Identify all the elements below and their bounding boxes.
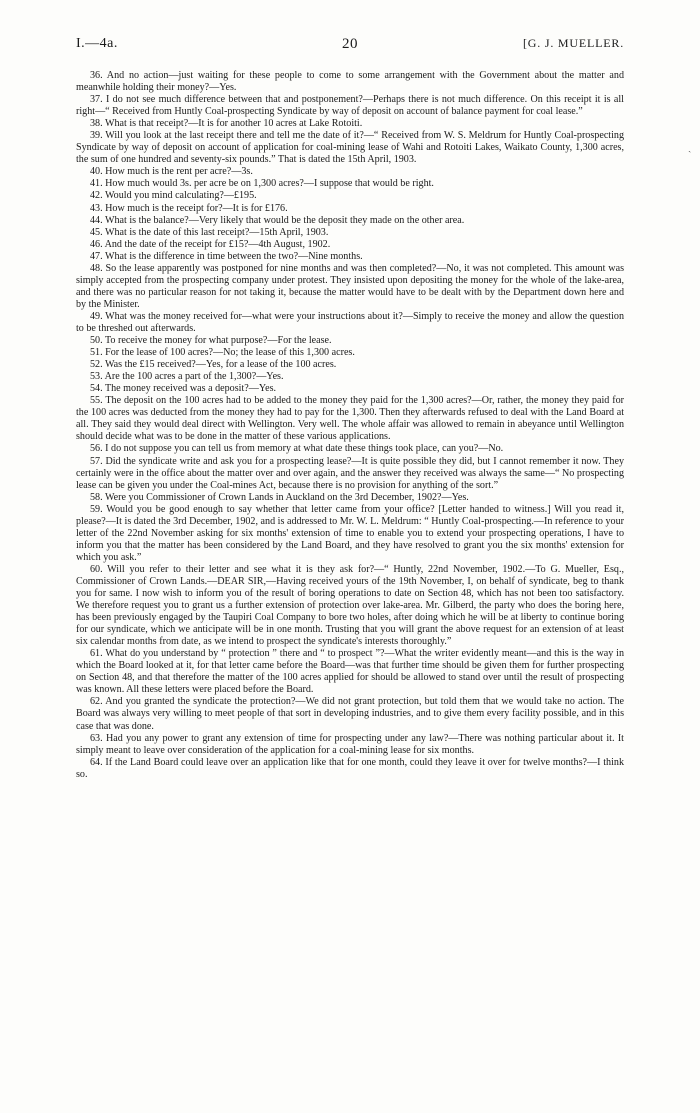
testimony-paragraph: 62. And you granted the syndicate the protection?—We did not grant protection, but told them that we would take no action. The Board was always very willing to meet people of that sort in developing industries, and to give them every facility possible, and in this case that was done.: [76, 696, 624, 732]
testimony-paragraph: 61. What do you understand by “ protection ” there and “ to prospect ”?—What the writer evidently meant—and this is the way in which the Board looked at it, for that letter came before the Board—was that further time should be given them for further prospecting on Section 48, and that therefore the matter of the 100 acres applied for should be allowed to stand over until the result of prospecting was known. All these letters were placed before the Board.: [76, 648, 624, 696]
witness-name: [G. J. MUELLER.: [523, 36, 624, 50]
page-number: 20: [342, 36, 358, 52]
testimony-paragraph: 40. How much is the rent per acre?—3s.: [90, 166, 253, 178]
testimony-paragraph: 46. And the date of the receipt for £15?—4th August, 1902.: [90, 238, 331, 250]
testimony-paragraph: 54. The money received was a deposit?—Yes.: [90, 383, 277, 395]
testimony-paragraph: 49. What was the money received for—what were your instructions about it?—Simply to receive the money and allow the question to be threshed out afterwards.: [76, 310, 624, 334]
document-reference: I.—4a.: [76, 36, 118, 51]
testimony-paragraph: 48. So the lease apparently was postponed for nine months and was then completed?—No, it was not completed. This amount was simply accepted from the prospecting company under protest. They insisted upon depositing the money for the whole of the lake-area, and there was no particular reason for not taking it, because the matter would have to be dealt with by the Department down here and by the Minister.: [76, 262, 624, 310]
testimony-paragraph: 60. Will you refer to their letter and see what it is they ask for?—“ Huntly, 22nd November, 1902.—To G. Mueller, Esq., Commissioner of Crown Lands.—DEAR SIR,—Having received yours of the 19th November, I, on behalf of syndicate, beg to thank you for same. I now wish to inform you of the result of boring operations to date on Section 48, which has not been too satisfactory. We therefore request you to grant us a further extension of protection over lake-area. Mr. Gilberd, the party who does the boring here, has been previously engaged by the Taupiri Coal Company to bore two holes, after doing which he will be at liberty to continue boring for our syndicate, which we anticipate will be in one month. Trusting that you will grant the above request for an extension of at least six calendar months from date, as we intend to prospect the syndicate's interests thoroughly.”: [76, 563, 624, 648]
testimony-paragraph: 36. And no action—just waiting for these people to come to some arrangement with the Government about the matter and meanwhile holding their money?—Yes.: [76, 70, 624, 94]
testimony-paragraph: 64. If the Land Board could leave over an application like that for one month, could they leave it over for twelve months?—I think so.: [76, 756, 624, 780]
testimony-paragraph: 42. Would you mind calculating?—£195.: [90, 190, 257, 202]
testimony-paragraph: 39. Will you look at the last receipt there and tell me the date of it?—“ Received from W. S. Meldrum for Huntly Coal-prospecting Syndicate by way of deposit on account of application for coal-mining lease of Wahi and Rotoiti Lakes, Waikato County, 1,300 acres, the sum of one hundred and seventy-six pounds.” That is dated the 15th April, 1903.: [76, 130, 624, 166]
testimony-paragraph: 50. To receive the money for what purpose?—For the lease.: [90, 335, 332, 347]
testimony-paragraph: 63. Had you any power to grant any extension of time for prospecting under any law?—There was nothing particular about it. It simply meant to leave over consideration of the application for a coal-mining lease for six months.: [76, 732, 624, 756]
page-header: [76, 36, 624, 56]
margin-mark: ˏ: [688, 142, 692, 153]
testimony-paragraph: 59. Would you be good enough to say whether that letter came from your office? [Letter handed to witness.] Will you read it, please?—It is dated the 3rd December, 1902, and is addressed to Mr. W. L. Meldrum: “ Huntly Coal-prospecting.—In reference to your letter of the 22nd November asking for six months' extension of time to enable you to extend your prospecting operations, I have to inform you that the matter has been considered by the Land Board, and they have resolved to grant you the six months' extension for which you ask.”: [76, 503, 624, 563]
testimony-paragraph: 47. What is the difference in time between the two?—Nine months.: [90, 250, 363, 262]
testimony-paragraph: 58. Were you Commissioner of Crown Lands in Auckland on the 3rd December, 1902?—Yes.: [90, 491, 469, 503]
testimony-paragraph: 52. Was the £15 received?—Yes, for a lease of the 100 acres.: [90, 359, 337, 371]
testimony-paragraph: 55. The deposit on the 100 acres had to be added to the money they paid for the 1,300 acres?—Or, rather, the money they paid for the 100 acres was deducted from the money they had to pay for the 1,300. Then they afterwards refused to deal with the Land Board at all. They said they would deal direct with Wellington. Very well. The whole affair was allowed to remain in abeyance until Wellington should decide what was to be done in the matter of these various applications.: [76, 395, 624, 443]
testimony-paragraph: 56. I do not suppose you can tell us from memory at what date these things took place, can you?—No.: [90, 443, 504, 455]
testimony-paragraph: 57. Did the syndicate write and ask you for a prospecting lease?—It is quite possible they did, but I cannot remember it now. They certainly were in the office about the matter over and over again, and the answer they received was always the same—“ No prospecting lease can be given you under the Coal-mines Act, because there is no provision for anything of the sort.”: [76, 455, 624, 491]
testimony-paragraph: 43. How much is the receipt for?—It is for £176.: [90, 202, 288, 214]
testimony-body: [76, 70, 624, 781]
testimony-paragraph: 45. What is the date of this last receipt?—15th April, 1903.: [90, 226, 329, 238]
testimony-paragraph: 41. How much would 3s. per acre be on 1,300 acres?—I suppose that would be right.: [90, 178, 434, 190]
testimony-paragraph: 38. What is that receipt?—It is for another 10 acres at Lake Rotoiti.: [90, 118, 363, 130]
testimony-paragraph: 44. What is the balance?—Very likely that would be the deposit they made on the other area.: [90, 214, 465, 226]
testimony-paragraph: 37. I do not see much difference between that and postponement?—Perhaps there is not much difference. On this receipt it is all right—“ Received from Huntly Coal-prospecting Syndicate by way of deposit on account of balance payment for coal lease.”: [76, 94, 624, 118]
testimony-paragraph: 51. For the lease of 100 acres?—No; the lease of this 1,300 acres.: [90, 347, 355, 359]
testimony-paragraph: 53. Are the 100 acres a part of the 1,300?—Yes.: [90, 371, 284, 383]
